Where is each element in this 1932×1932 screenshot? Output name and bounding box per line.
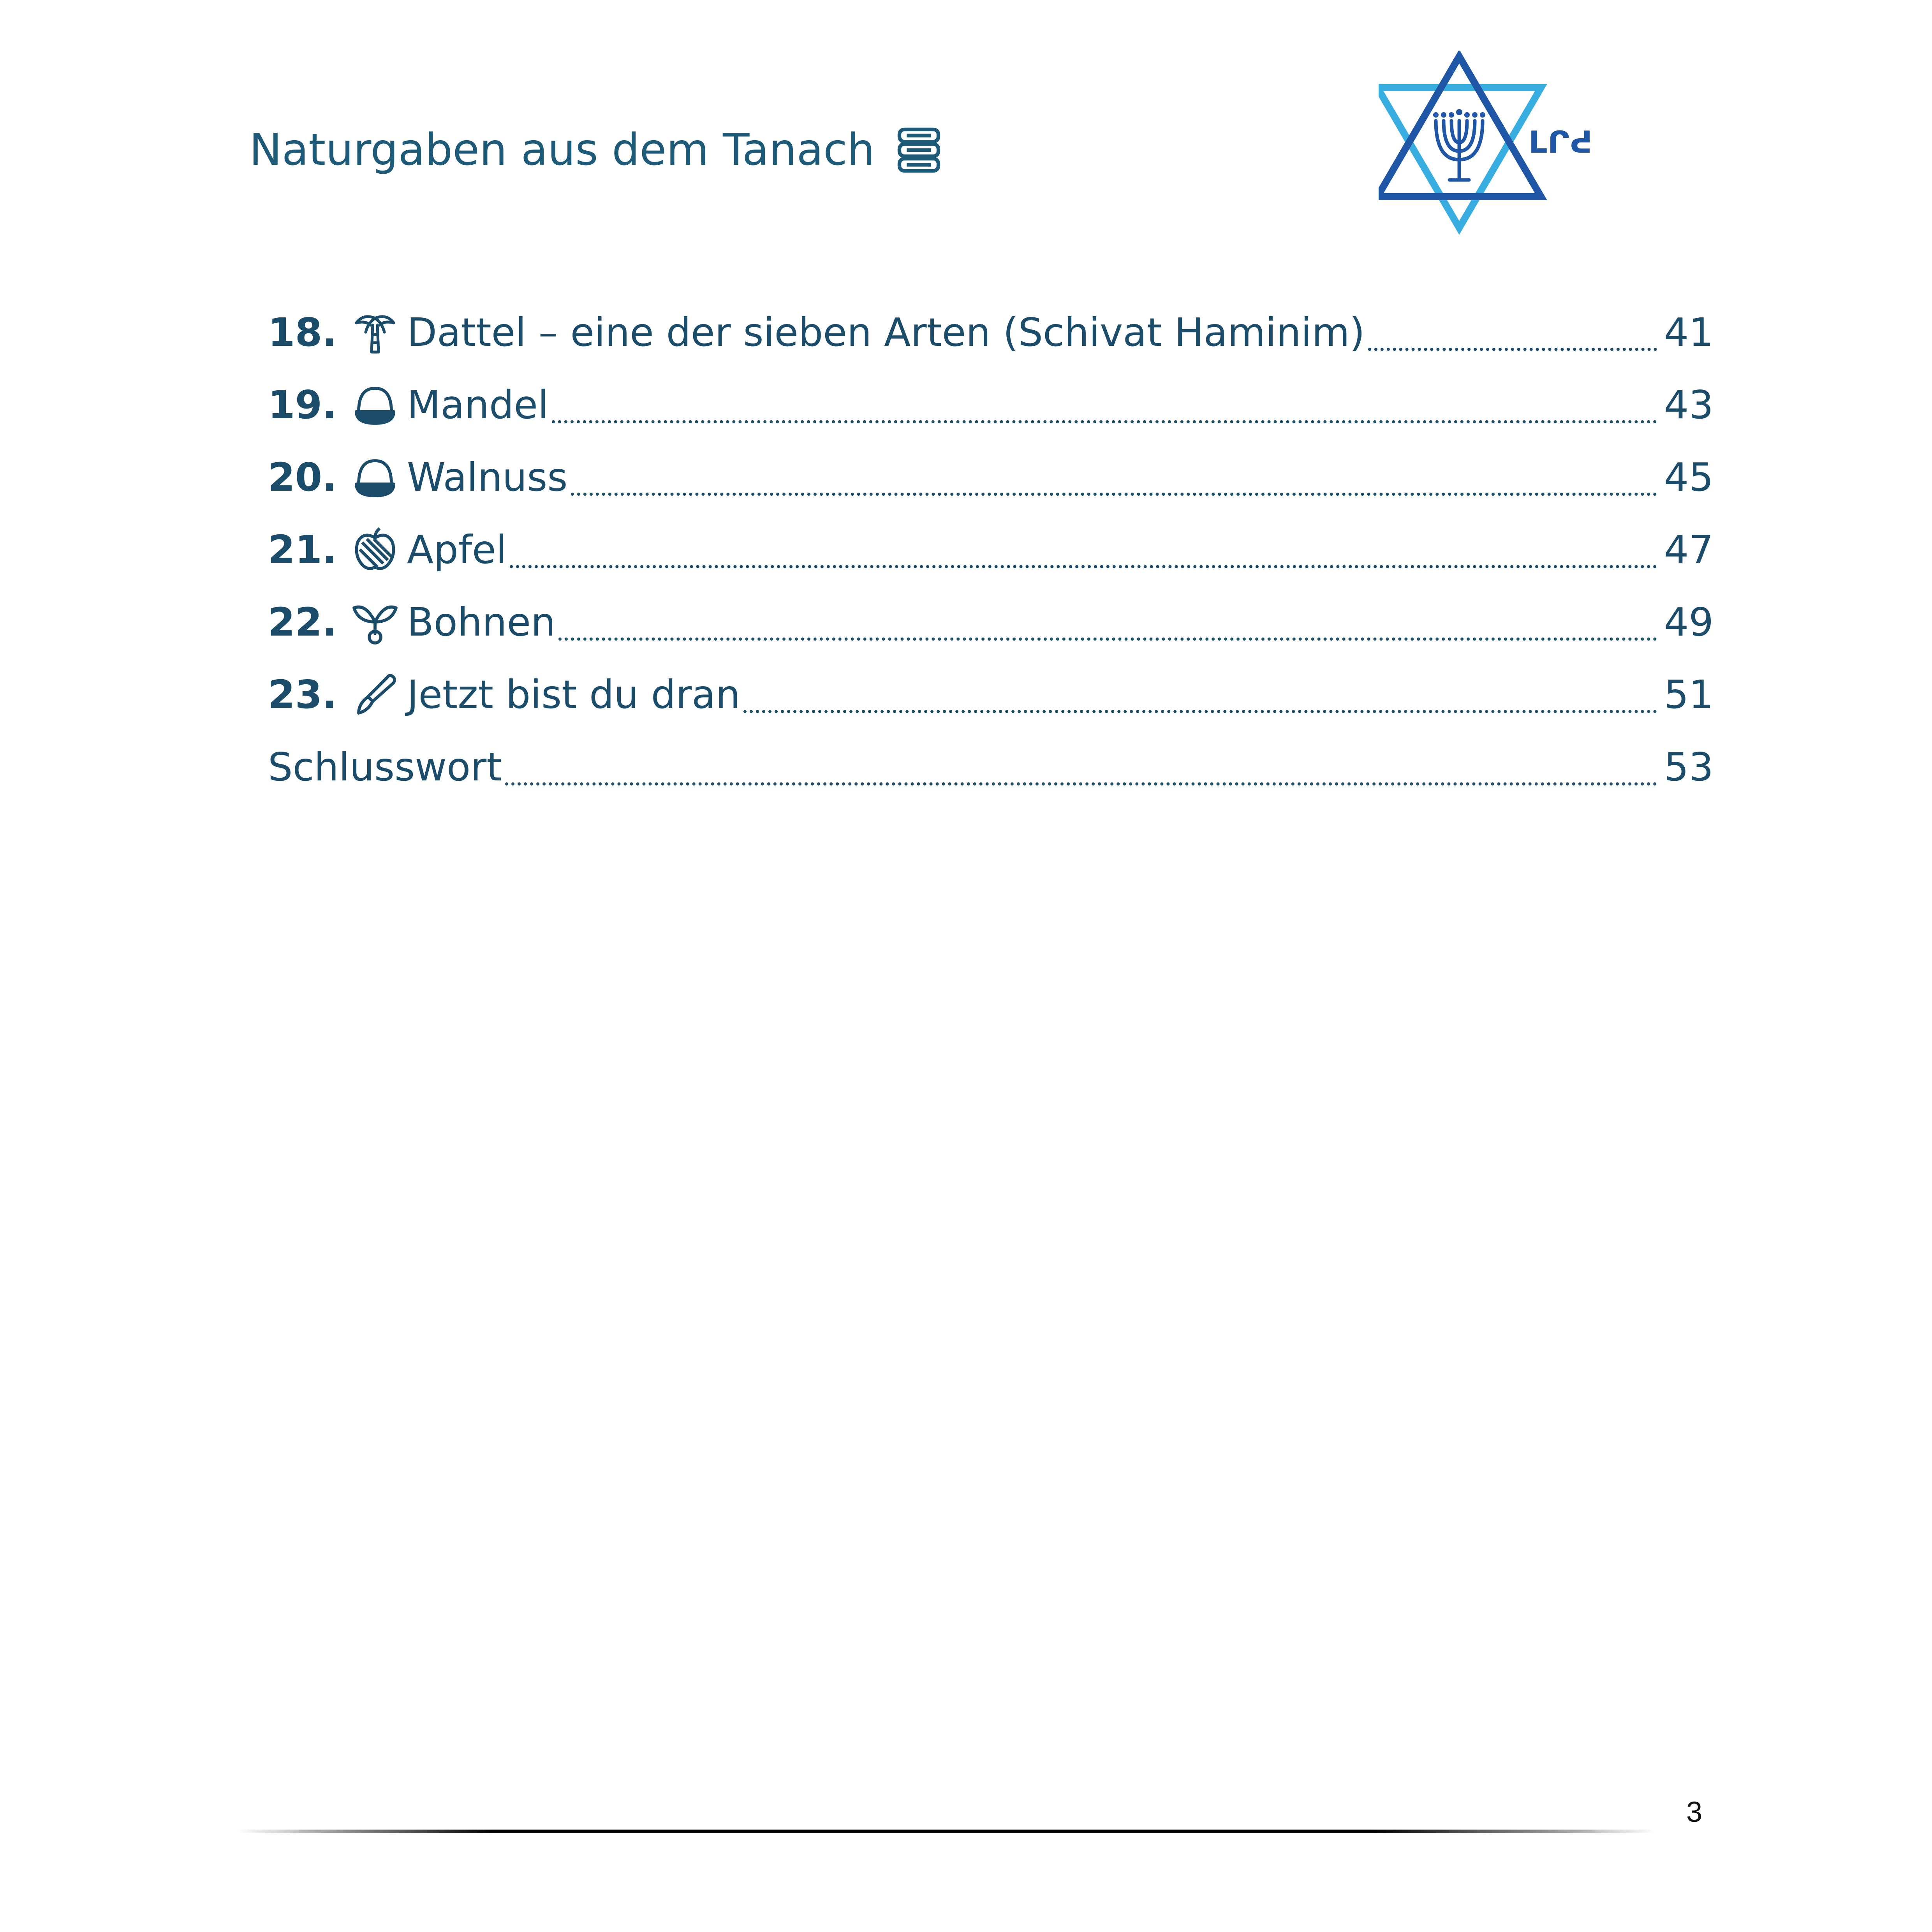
sprout-icon [352, 599, 398, 645]
toc-entry-number: 20. [268, 454, 337, 500]
dot-leader [505, 759, 1657, 785]
footer-rule [238, 1830, 1655, 1833]
paintbrush-icon [352, 671, 398, 718]
toc-entry-number: 21. [268, 527, 337, 572]
page-number: 3 [1686, 1796, 1703, 1828]
toc-entry-schlusswort[interactable] [268, 731, 1714, 803]
toc-entry-number: 18. [268, 309, 337, 355]
toc-entry-20[interactable] [268, 441, 1714, 513]
menorah-icon [1436, 121, 1483, 180]
nut-icon [352, 381, 398, 428]
logo [1379, 51, 1612, 238]
toc-entry-label: Schlusswort [268, 744, 502, 790]
logo-text: ᒪᒋᕍ [1529, 125, 1592, 160]
toc-entry-label: Bohnen [407, 599, 556, 645]
dot-leader [510, 542, 1657, 568]
table-of-contents [268, 296, 1714, 803]
apple-icon [352, 526, 398, 573]
toc-entry-label: Apfel [407, 527, 507, 572]
books-icon [895, 126, 943, 174]
toc-page-number: 47 [1664, 527, 1714, 572]
dot-leader [571, 469, 1657, 496]
toc-entry-23[interactable] [268, 658, 1714, 731]
page-header [249, 117, 943, 183]
page-title: Naturgaben aus dem Tanach [249, 125, 875, 175]
dot-leader [552, 397, 1657, 423]
palm-tree-icon [352, 309, 398, 356]
dot-leader [743, 687, 1657, 713]
toc-entry-22[interactable] [268, 586, 1714, 658]
toc-page-number: 51 [1664, 671, 1714, 717]
toc-entry-number: 23. [268, 671, 337, 717]
toc-entry-19[interactable] [268, 368, 1714, 441]
toc-page-number: 49 [1664, 599, 1714, 645]
toc-page-number: 45 [1664, 454, 1714, 500]
toc-page-number: 41 [1664, 309, 1714, 355]
toc-page-number: 43 [1664, 382, 1714, 428]
toc-entry-21[interactable] [268, 513, 1714, 586]
toc-entry-18[interactable] [268, 296, 1714, 368]
toc-entry-label: Mandel [407, 382, 549, 428]
dot-leader [558, 614, 1657, 641]
toc-entry-label: Walnuss [407, 454, 568, 500]
nut-icon [352, 454, 398, 500]
toc-entry-label: Dattel – eine der sieben Arten (Schivat Haminim) [407, 309, 1365, 355]
toc-entry-number: 22. [268, 599, 337, 645]
dot-leader [1368, 324, 1657, 351]
toc-entry-number: 19. [268, 382, 337, 428]
toc-page-number: 53 [1664, 744, 1714, 790]
toc-entry-label: Jetzt bist du dran [407, 671, 740, 717]
